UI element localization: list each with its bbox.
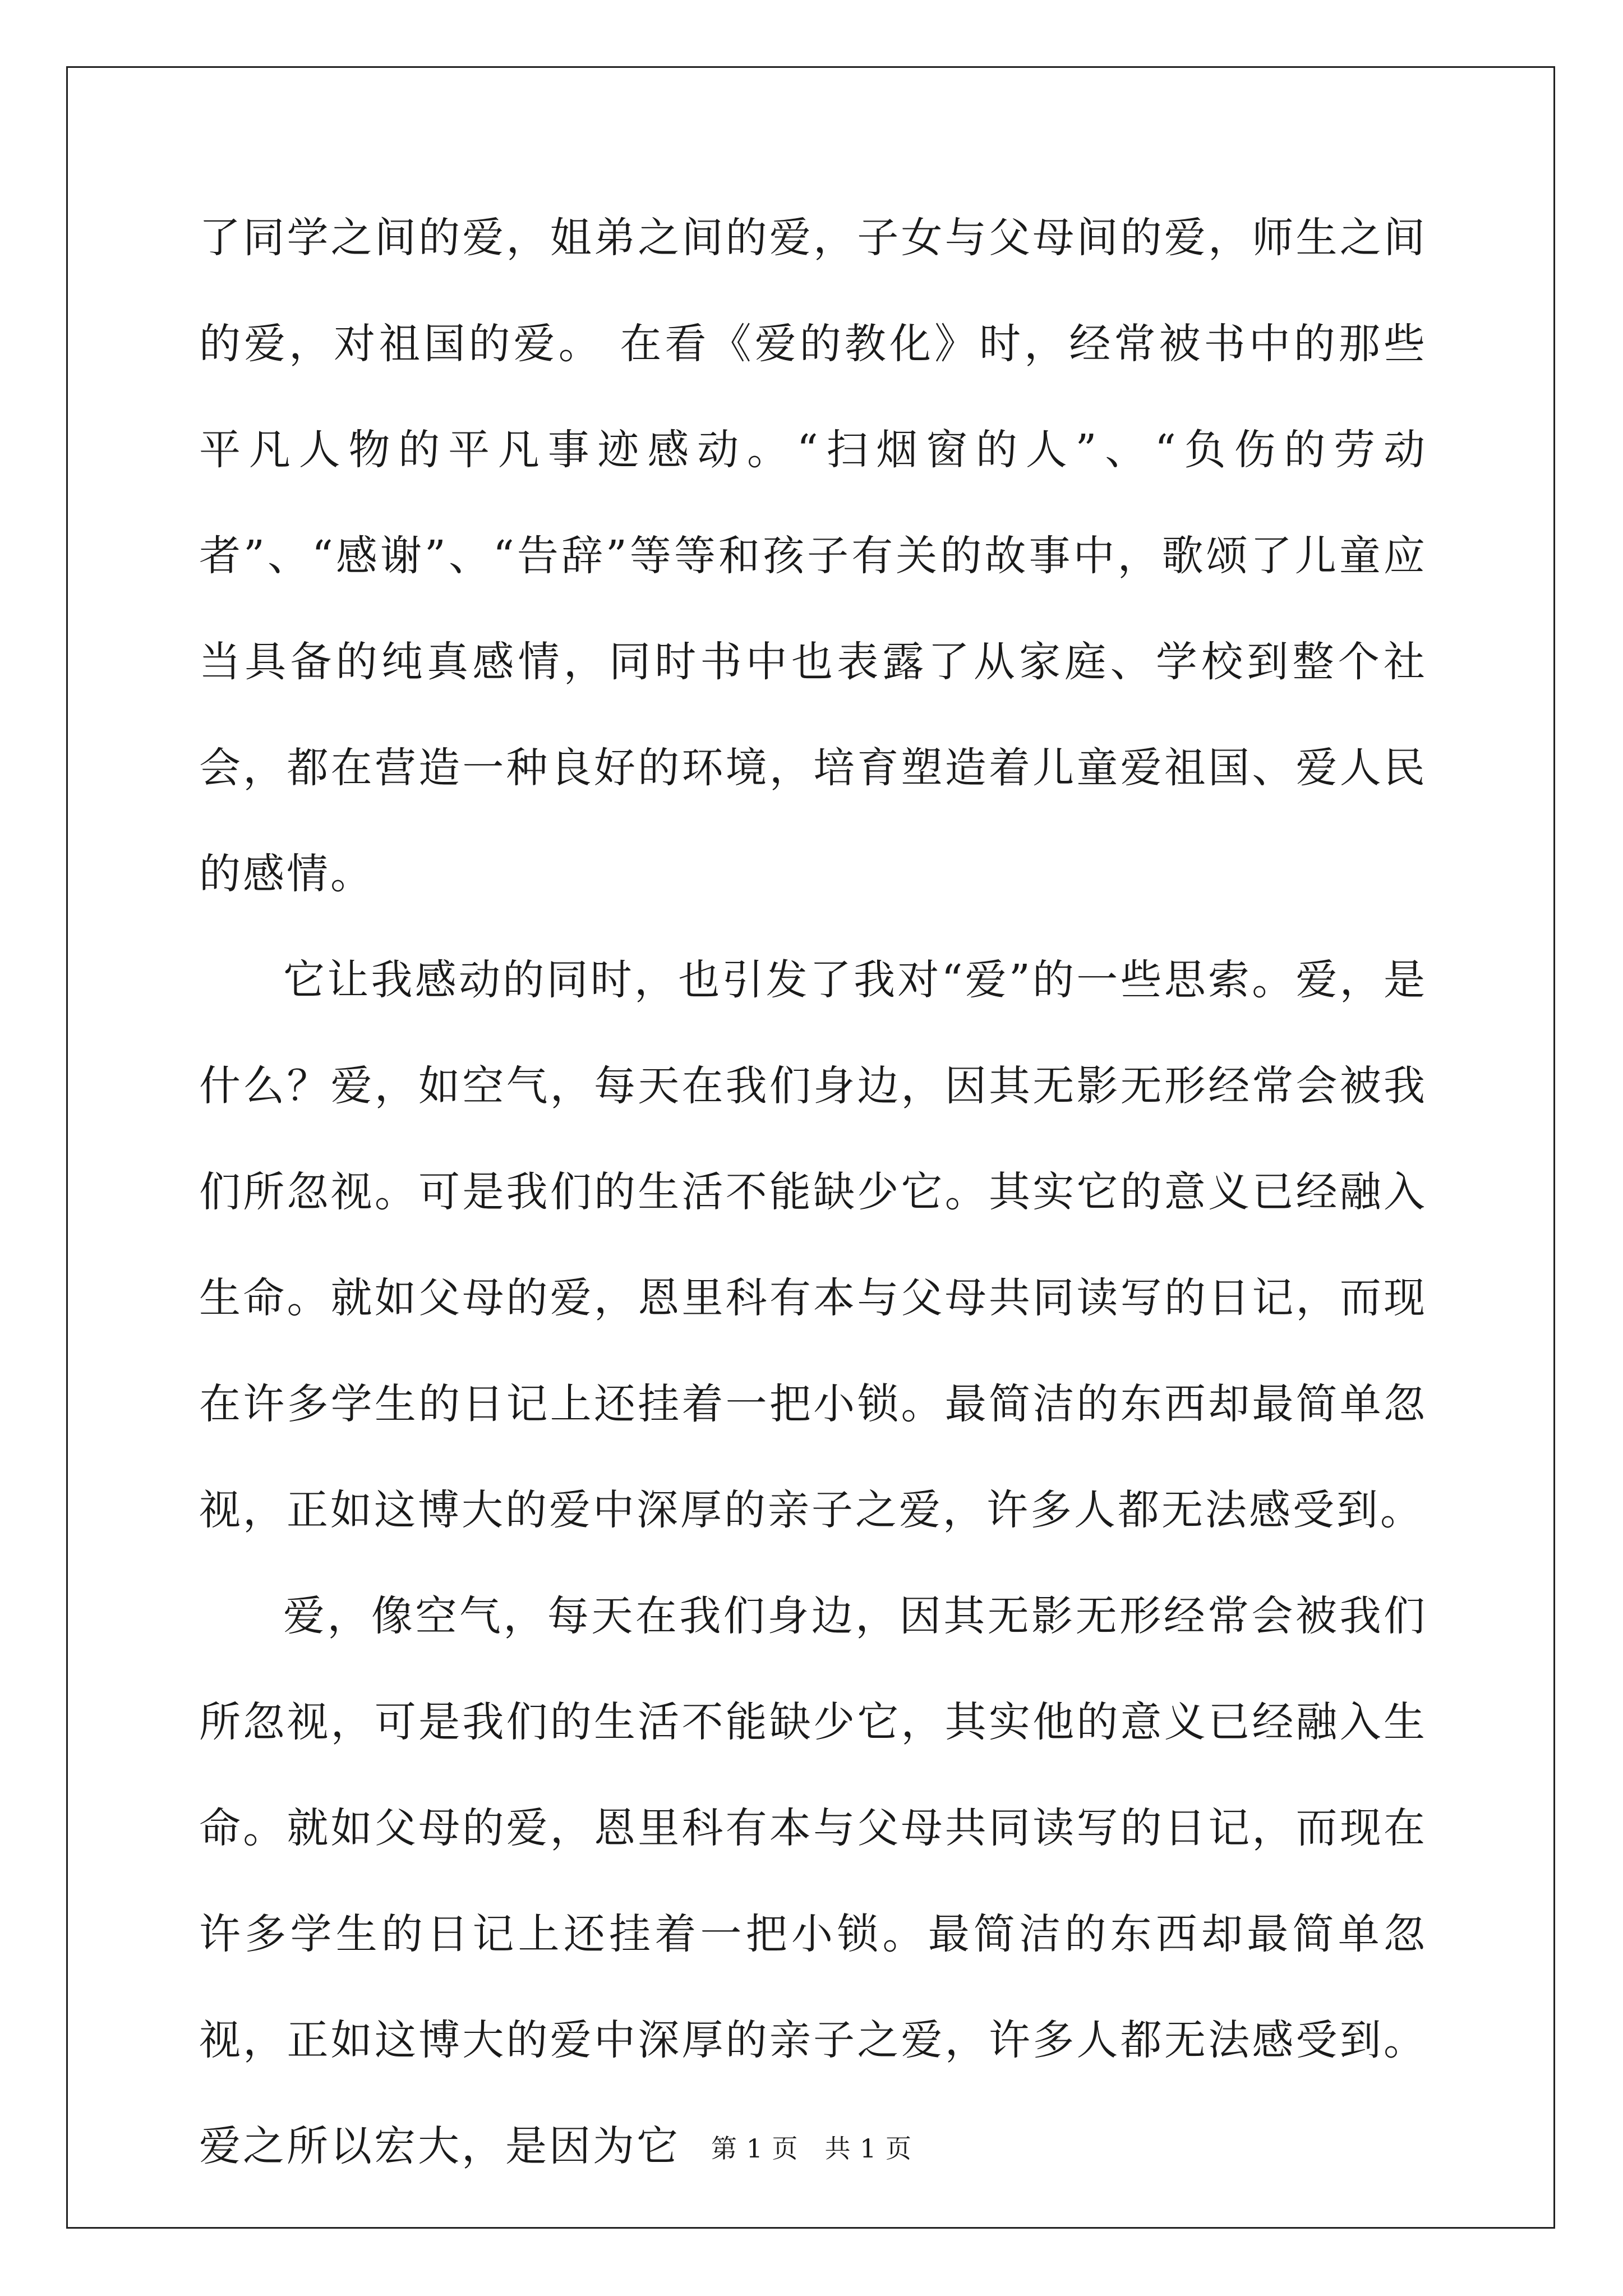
paragraph-2: 它让我感动的同时，也引发了我对“爱”的一些思索。爱，是什么？爱，如空气，每天在我们身边，因其无影无形经常会被我们所忽视。可是我们的生活不能缺少它。其实它的意义已经融入生命。就如父母的爱，恩里科有本与父母共同读写的日记，而现在许多学生的日记上还挂着一把小锁。最简洁的东西却最简单忽视，正如这博大的爱中深厚的亲子之爱，许多人都无法感受到。: [199, 956, 1427, 1534]
paragraph-1: 了同学之间的爱，姐弟之间的爱，子女与父母间的爱，师生之间的爱，对祖国的爱。 在看《爱的教化》时，经常被书中的那些平凡人物的平凡事迹感动。“扫烟窗的人”、“负伤的劳动者”、“感谢”、“告辞”等等和孩子有关的故事中，歌颂了儿童应当具备的纯真感情，同时书中也表露了从家庭、学校到整个社会，都在营造一种良好的环境，培育塑造着儿童爱祖国、爱人民的感情。: [199, 214, 1427, 898]
page-footer: 第 1 页 共 1 页: [711, 2133, 912, 2164]
document-body: [199, 185, 1427, 2200]
paragraph-3: 爱，像空气，每天在我们身边，因其无影无形经常会被我们所忽视，可是我们的生活不能缺少它，其实他的意义已经融入生命。就如父母的爱，恩里科有本与父母共同读写的日记，而现在许多学生的日记上还挂着一把小锁。最简洁的东西却最简单忽视，正如这博大的爱中深厚的亲子之爱，许多人都无法感受到。爱之所以宏大，是因为它: [199, 1592, 1427, 2170]
